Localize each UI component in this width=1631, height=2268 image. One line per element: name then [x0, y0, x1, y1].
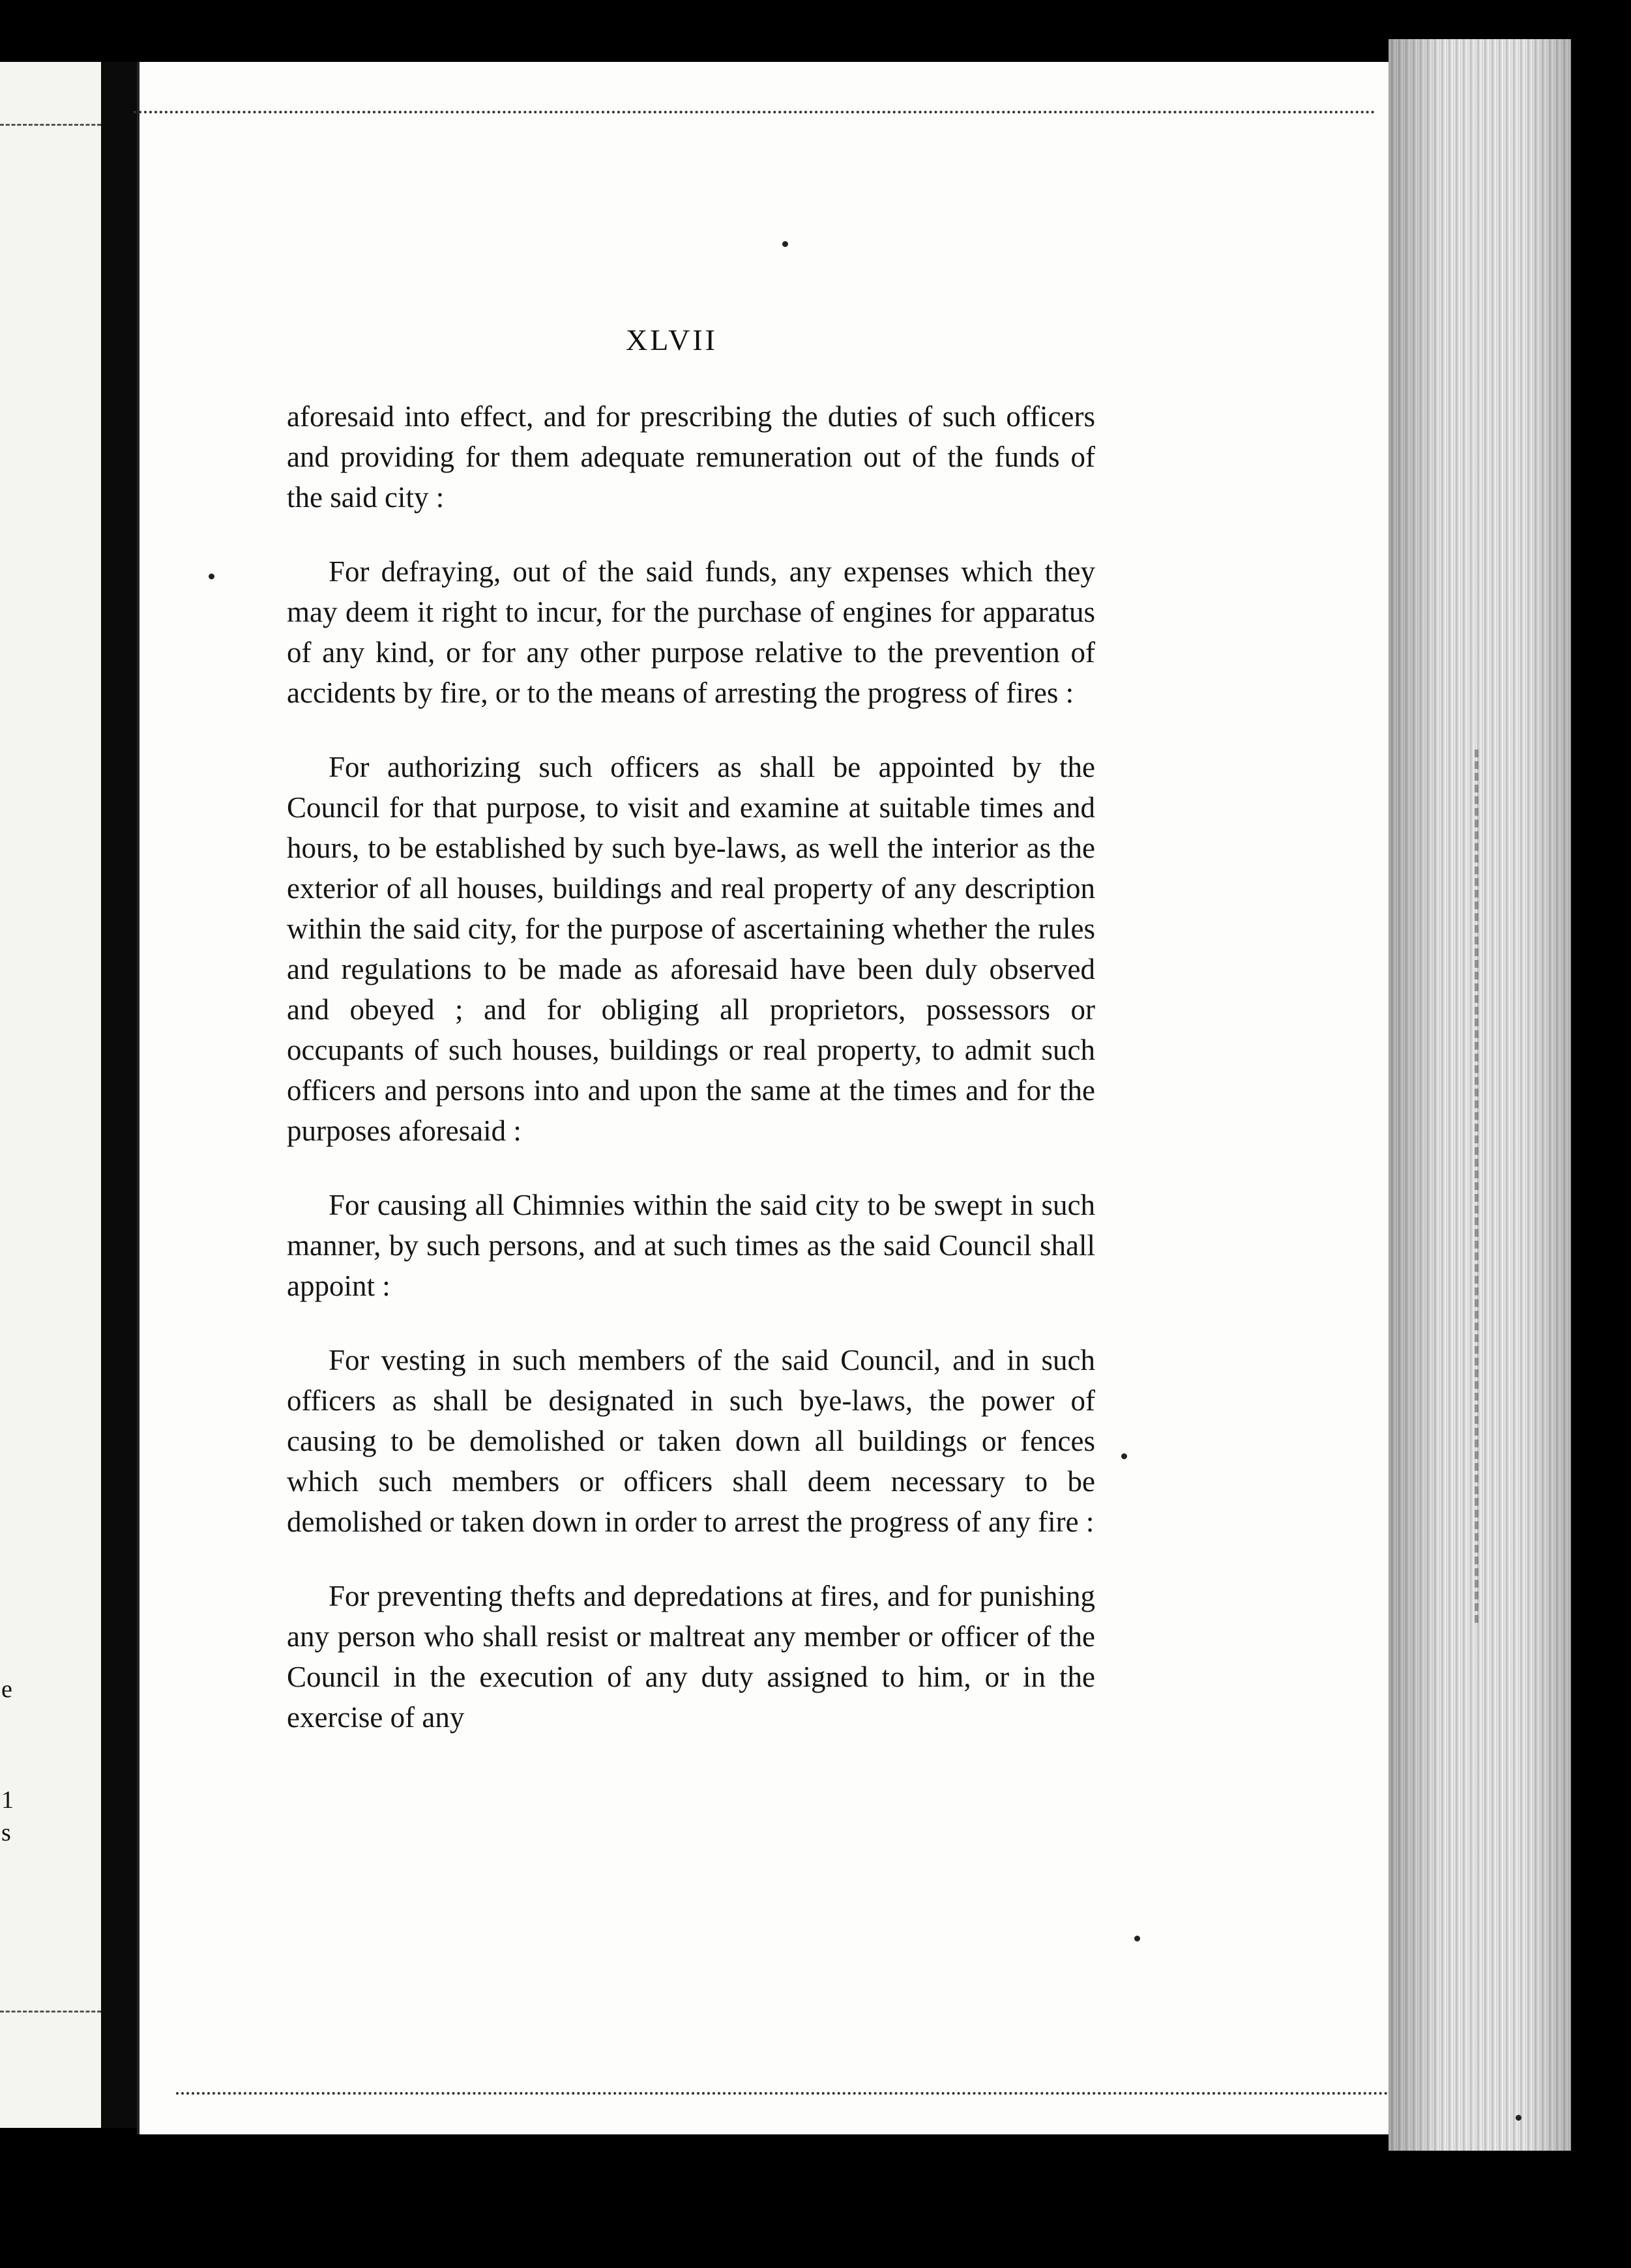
body-text: [287, 396, 1095, 1771]
book-gutter: [101, 62, 137, 2128]
ink-speck: [782, 241, 788, 247]
ink-speck: [1134, 1936, 1140, 1941]
paragraph: aforesaid into effect, and for prescribing the duties of such officers and providing for them adequate remuneration out of the funds of the said city :: [287, 400, 1095, 514]
left-page-fragment: e: [1, 1676, 12, 1703]
left-page-rule-bottom: [0, 2011, 101, 2016]
ink-speck: [209, 574, 214, 579]
bottom-rule: [176, 2092, 1389, 2095]
page-number: XLVII: [626, 323, 718, 356]
left-page-rule-top: [0, 124, 101, 130]
paragraph: For authorizing such officers as shall be appointed by the Council for that purpose, to visit and examine at suitable times and hours, to be established by such bye-laws, as well the interior as the exterior of all houses, buildings and real property of any description within the said city, for the purpose of ascertaining whether the rules and regulations to be made as aforesaid have been duly observed and obeyed ; and for obliging all proprietors, possessors or occupants of such houses, buildings or real property, to admit such officers and persons into and upon the same at the times and for the purposes aforesaid :: [287, 751, 1095, 1147]
ink-speck: [1516, 2115, 1521, 2121]
edge-stamp-mark: [1475, 749, 1518, 1623]
left-page-edge: [0, 62, 101, 2128]
paragraph: For defraying, out of the said funds, any expenses which they may deem it right to incur, for the purchase of engines for apparatus of any kind, or for any other purpose relative to the prevention of accidents by fire, or to the means of arresting the progress of fires :: [287, 555, 1095, 709]
left-page-fragment: s: [1, 1819, 11, 1846]
left-page-fragment: 1: [1, 1786, 14, 1814]
paragraph: For vesting in such members of the said Council, and in such officers as shall be designated in such bye-laws, the power of causing to be demolished or taken down all buildings or fences which such members or officers shall deem necessary to be demolished or taken down in order to arrest the progress of any fire :: [287, 1344, 1095, 1538]
ink-speck: [1121, 1453, 1127, 1459]
paragraph: For causing all Chimnies within the said city to be swept in such manner, by such persons, and at such times as the said Council shall appoint :: [287, 1189, 1095, 1302]
top-rule: [134, 111, 1375, 113]
paragraph: For preventing thefts and depredations at fires, and for punishing any person who shall resist or maltreat any member or officer of the Council in the execution of any duty assigned to him, or in the exercise of any: [287, 1580, 1095, 1734]
